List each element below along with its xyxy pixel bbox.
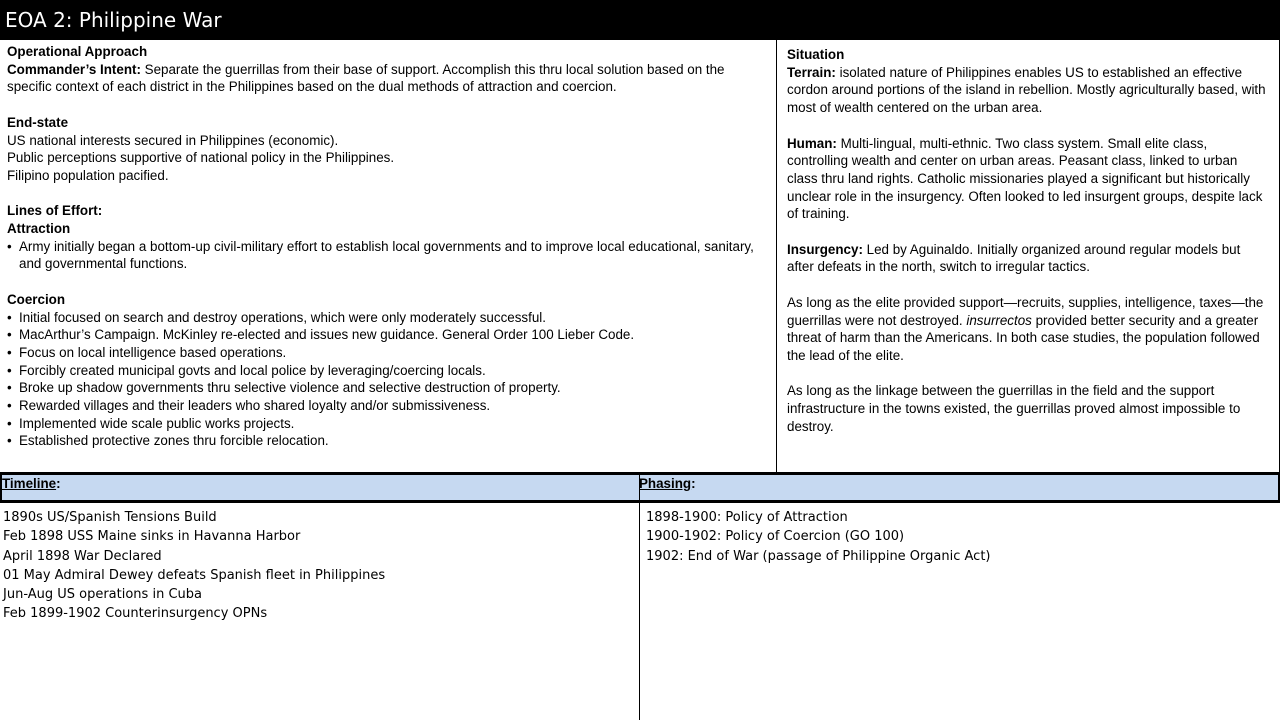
coercion-heading: Coercion	[7, 291, 66, 307]
slide-title: EOA 2: Philippine War	[0, 0, 1280, 40]
phasing-list	[640, 503, 1280, 720]
operational-approach-heading: Operational Approach	[7, 44, 148, 59]
coercion-item: • Forcibly created municipal govts and local police by leveraging/coercing locals.	[7, 362, 768, 380]
commanders-intent	[7, 61, 768, 96]
lines-of-effort-heading: Lines of Effort:	[7, 203, 103, 219]
timeline-item: Feb 1899-1902 Counterinsurgency OPNs	[3, 606, 268, 622]
phasing-label: Phasing	[639, 476, 692, 491]
commanders-intent-label: Commander’s Intent:	[7, 61, 141, 77]
insurgency-paragraph	[787, 241, 1267, 276]
elite-paragraph	[787, 294, 1267, 365]
linkage-paragraph: As long as the linkage between the guerrillas in the field and the support infrastructure in the towns existed, the guerrillas proved almost impossible to destroy.	[787, 383, 1241, 434]
terrain-text: isolated nature of Philippines enables US to established an effective cordon around portions of the island in rebellion. Mostly agriculturally based, with most of wealth centered on the urban area.	[787, 64, 1266, 116]
attraction-item: • Army initially began a bottom-up civil-military effort to establish local governments and to improve local educational, sanitary, and governmental functions.	[7, 238, 768, 273]
timeline-item: 1890s US/Spanish Tensions Build	[3, 510, 217, 525]
insurgency-text: Led by Aguinaldo. Initially organized around regular models but after defeats in the north, switch to irregular tactics.	[787, 241, 1241, 275]
attraction-heading: Attraction	[7, 221, 71, 236]
timeline-item: Jun-Aug US operations in Cuba	[3, 587, 202, 603]
timeline-header: Timeline:	[2, 476, 61, 491]
terrain-label: Terrain:	[787, 64, 836, 80]
insurgency-label: Insurgency:	[787, 241, 863, 257]
endstate-heading: End-state	[7, 114, 69, 130]
coercion-item: • Broke up shadow governments thru selective violence and selective destruction of property.	[7, 379, 768, 397]
timeline-phasing-header	[0, 472, 1280, 503]
phasing-item: 1902: End of War (passage of Philippine Organic Act)	[646, 548, 991, 564]
coercion-item: • Focus on local intelligence based operations.	[7, 344, 768, 362]
human-paragraph	[787, 135, 1267, 224]
timeline-phasing-section	[0, 472, 1280, 720]
endstate-line: US national interests secured in Philippines (economic).	[7, 132, 339, 148]
timeline-item: April 1898 War Declared	[3, 548, 162, 564]
phasing-item: 1898-1900: Policy of Attraction	[646, 510, 848, 525]
human-label: Human:	[787, 135, 837, 151]
elite-text-italic: insurrectos	[966, 312, 1032, 328]
endstate-line: Filipino population pacified.	[7, 167, 169, 183]
coercion-item: • Established protective zones thru forcible relocation.	[7, 432, 768, 450]
coercion-item: • Initial focused on search and destroy operations, which were only moderately successful.	[7, 309, 768, 327]
human-text: Multi-lingual, multi-ethnic. Two class system. Small elite class, controlling wealth and center on urban areas. Peasant class, linked to urban class thru land rights. Catholic missionaries played a significant but historically unclear role in the insurgency. Often looked to led insurgent groups, despite lack of training.	[787, 135, 1263, 222]
endstate-line: Public perceptions supportive of national policy in the Philippines.	[7, 150, 395, 166]
coercion-item: • MacArthur’s Campaign. McKinley re-elected and issues new guidance. General Order 100 Lieber Code.	[7, 326, 768, 344]
operational-approach-panel	[0, 40, 777, 473]
timeline-item: 01 May Admiral Dewey defeats Spanish fleet in Philippines	[3, 567, 386, 583]
timeline-item: Feb 1898 USS Maine sinks in Havanna Harbor	[3, 529, 301, 545]
phasing-header: Phasing:	[639, 476, 696, 491]
situation-panel	[777, 40, 1280, 473]
elite-text-after: provided better security and a greater threat of harm than the Americans. In both case studies, the population followed the lead of the elite.	[787, 312, 1260, 363]
timeline-label: Timeline	[2, 476, 57, 491]
phasing-item: 1900-1902: Policy of Coercion (GO 100)	[646, 529, 905, 545]
coercion-item: • Rewarded villages and their leaders who shared loyalty and/or submissiveness.	[7, 397, 768, 415]
coercion-list	[7, 309, 768, 451]
commanders-intent-text: Separate the guerrillas from their base of support. Accomplish this thru local solution based on the specific context of each district in the Philippines based on the dual methods of attraction and coercion.	[7, 61, 725, 95]
elite-text-before: As long as the elite provided support—recruits, supplies, intelligence, taxes—the guerrillas were not destroyed.	[787, 294, 1264, 328]
timeline-list	[0, 503, 640, 720]
attraction-list	[7, 238, 768, 273]
terrain-paragraph	[787, 64, 1267, 117]
situation-heading: Situation	[787, 47, 845, 62]
coercion-item: • Implemented wide scale public works projects.	[7, 415, 768, 433]
